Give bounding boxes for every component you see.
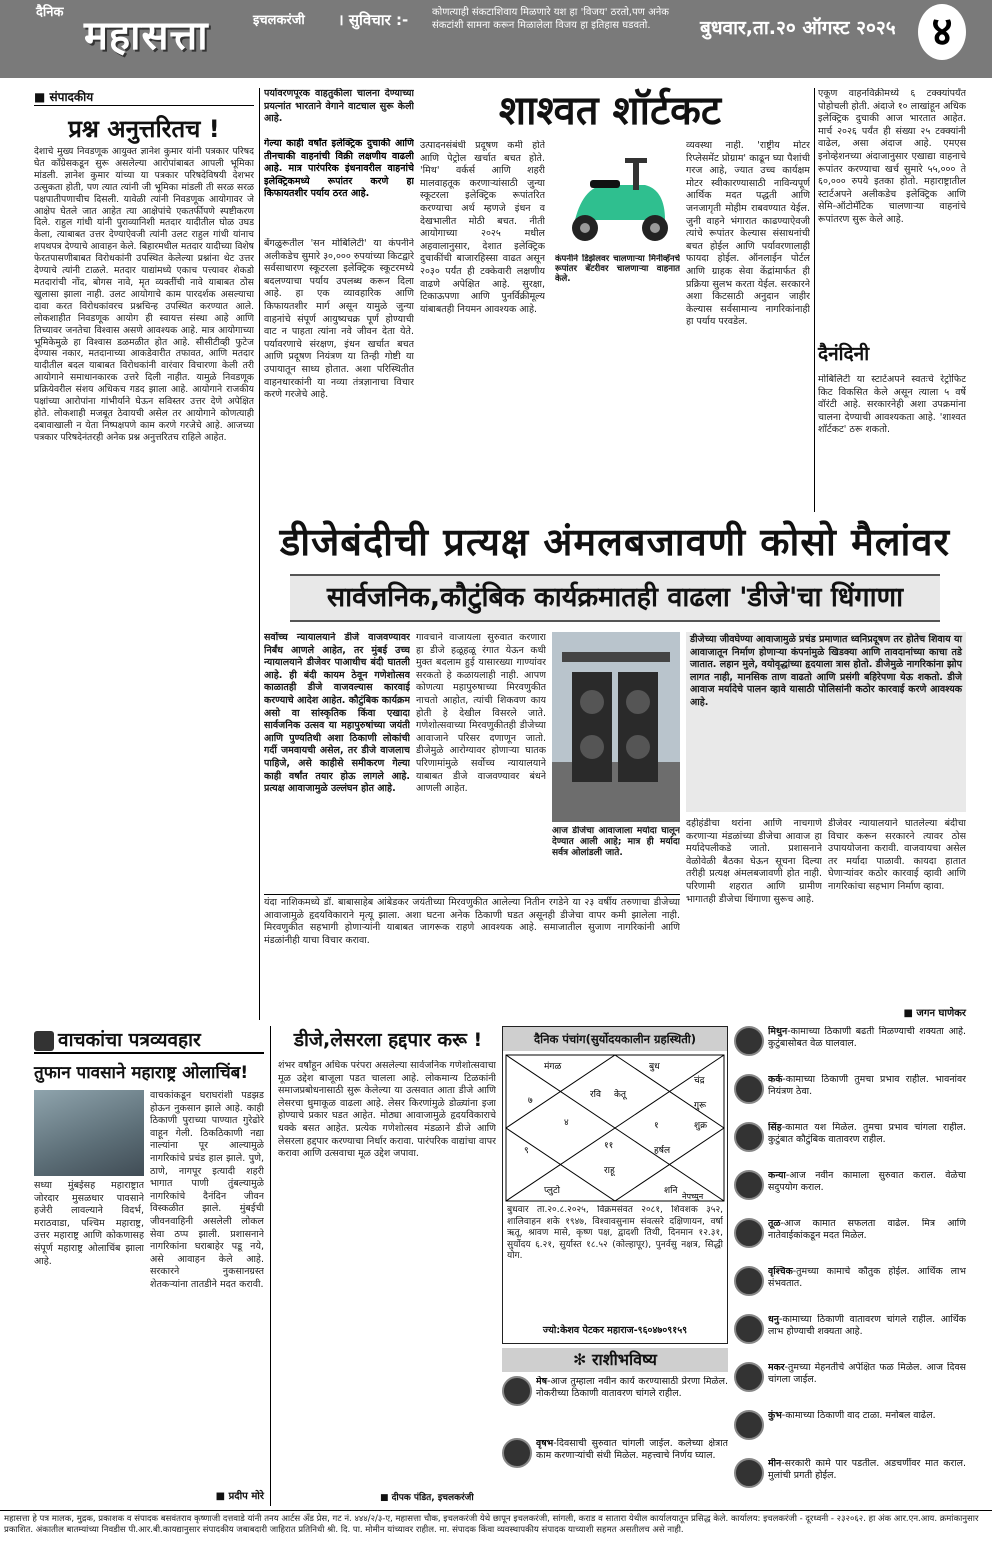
panchang-jyotish: ज्यो:केशव पेटकर महाराज-९६०४७०९१५९ bbox=[542, 1325, 688, 1336]
gemini-icon bbox=[734, 1026, 764, 1056]
planet-label: बुध bbox=[649, 1062, 660, 1072]
paper-name: महासत्ता bbox=[84, 13, 209, 59]
rashi-left bbox=[502, 1376, 728, 1506]
sagittarius-icon bbox=[734, 1314, 764, 1344]
dainandini-label: दैनंदिनी bbox=[818, 343, 870, 365]
rain-photo bbox=[34, 1090, 144, 1176]
rashi-text: दिवसाची सुरुवात चांगली जाईल. कलेच्या क्षेत्रात काम करणाऱ्यांची संधी मिळेल. महत्त्वाचे निर्णय घ्याल. bbox=[536, 1438, 728, 1462]
scorpio-icon bbox=[734, 1266, 764, 1296]
capricorn-icon bbox=[734, 1362, 764, 1392]
rashi-name: तूळ bbox=[768, 1218, 781, 1229]
virgo-icon bbox=[734, 1170, 764, 1200]
aquarius-icon bbox=[734, 1410, 764, 1440]
planet-label: नेपच्युन bbox=[682, 1192, 704, 1201]
letters-photo-caption: सध्या मुंबईसह महाराष्ट्रात जोरदार मुसळधार पावसाने हजेरी लावल्याने विदर्भ, मराठवाडा, पश्चिम महाराष्ट्र, उत्तर महाराष्ट्र आणि कोकणासह संपूर्ण महाराष्ट्र ओलाचिंब झाला आहे. bbox=[34, 1180, 144, 1267]
panchang-text: बुधवार ता.२०.८.२०२५, विक्रमसंवत २०८१, शिवशक ३५२, शालिवाहन शके १९४७, विश्वावसुनाम संवत्सरे दक्षिणायन, वर्षा ऋतू, श्रावण मासे, कृष्ण पक्ष, द्वादशी तिथी, दिनमान १२.३१, सुर्योदय ६.२१, सुर्यास्त १८.५२ (कोल्हापूर), पुनर्वसु नक्षत्र, सिद्धी योग. bbox=[507, 1205, 723, 1262]
pisces-icon bbox=[734, 1458, 764, 1488]
ev-body: बेंगळुरूतील 'सन मोबिलिटी' या कंपनीने अलीकडेच सुमारे ३०,००० रुपयांच्या किटद्वारे सर्वसाधारण स्कूटरला इलेक्ट्रिक स्कूटरमध्ये बदलण्याचा पर्याय उपलब्ध करून दिला आहे. हा एक व्यावहारिक आणि किफायतशीर मार्ग असून यामुळे जुन्या वाहनांचे संपूर्ण आयुष्यचक्र पूर्ण होण्याची वाट न पाहता त्यांना नवे जीवन देता येते. पर्यावरणाचे संरक्षण, इंधन खर्चात बचत आणि प्रदूषण नियंत्रण या तिन्ही गोष्टी या उपायातून साध्य होतात. अशा परिस्थितीत वाहनधारकांनी या नव्या तंत्रज्ञानाचा विचार करणे गरजेचे आहे. bbox=[264, 238, 414, 401]
editorial-title: प्रश्न अनुत्तरितच ! bbox=[68, 115, 220, 143]
planet-label: रवि bbox=[590, 1090, 602, 1100]
dj-col2: गावचाने वाजायला सुरुवात करणारा हा डीजे हळूहळू रंगात येऊन कधी मुक्त बदलाम हुई यासारख्या गाण्यांवर सरकतो हे कळायलाही नाही. आपण कोणत्या महापुरुषाच्या मिरवणुकीत नाचतो आहोत, त्यांची शिकवण काय होती हे देखील विसरले जाते. गणेशोत्सवाच्या मिरवणुकीतही डीजेच्या आवाजाने परिसर दणाणून जातो. डीजेमुळे आरोग्यावर होणाऱ्या घातक परिणामांमुळे सर्वोच्च न्यायालयाने याबाबत डीजे वाजवण्यावर बंधने आणली आहेत. bbox=[416, 632, 546, 795]
rashi-title-text: राशीभविष्य bbox=[592, 1350, 657, 1369]
pen-icon bbox=[34, 1031, 54, 1051]
planet-label: चंद्र bbox=[694, 1076, 705, 1086]
ev-highlight: गेल्या काही वर्षांत इलेक्ट्रिक दुचाकी आणि तीनचाकी वाहनांची विक्री लक्षणीय वाढली आहे. मात्र पारंपरिक इंधनावरील वाहनांचे इलेक्ट्रिकमध्ये रूपांतर करणे हा किफायतशीर पर्याय ठरत आहे. bbox=[264, 138, 414, 200]
leo-icon bbox=[734, 1122, 764, 1152]
rashi-item: मेष-आज तुम्हाला नवीन कार्य करण्यासाठी प्रेरणा मिळेल. नोकरीच्या ठिकाणी वातावरण चांगले राहील. bbox=[502, 1376, 728, 1438]
dj-col1: सर्वोच्च न्यायालयाने डीजे वाजवण्यावर निर्बंध आणले आहेत, तर मुंबई उच्च न्यायालयाने डीजेवर पाआधीच बंदी घातली आहे. ही बंदी कायम ठेवून गणेशोत्सव काळातही डीजे वाजवल्यास कारवाई करण्याचे आदेश आहेत. कौटुंबिक कार्यक्रम असो वा सांस्कृतिक किंवा एखादा सार्वजनिक उत्सव या महापुरुषांच्या जयंती आणि पुण्यतिथी अशा ठिकाणी लोकांची गर्दी जमवायची असेल, तर डीजे वाजलाच पाहिजे, असे काहीसे समीकरण गेल्या काही वर्षांत तयार होऊ लागले आहे. प्रत्यक्ष आवाजामुळे उल्लंघन होत आहे. bbox=[264, 632, 410, 795]
rashi-text: कामाच्या ठिकाणी वातावरण चांगले राहील. आर्थिक लाभ होण्याची शक्यता आहे. bbox=[768, 1314, 966, 1338]
dj-col3-bold: डीजेच्या जीवघेण्या आवाजामुळे प्रचंड प्रमाणात ध्वनिप्रदूषण तर होतेच शिवाय या आवाजातून निर्माण होणाऱ्या कंपनांमुळे खिडक्या आणि तावदानांच्या काचा तडे जातात. लहान मुले, वयोवृद्धांच्या हृदयाला त्रास होतो. डीजेमुळे नागरिकांना झोप लागत नाही, मानसिक ताण वाढतो आणि प्रसंगी बहिरेपणा येऊ शकतो. डीजे आवाज मर्यादेचे पालन व्हावे यासाठी पोलिसांनी कठोर कारवाई करणे आवश्यक आहे. bbox=[686, 632, 966, 812]
issue-date: बुधवार,ता.२० ऑगस्ट २०२५ bbox=[700, 17, 896, 39]
rashi-name: कन्या bbox=[768, 1170, 786, 1181]
dj-letter-byline: ■ दीपक पंडित, इचलकरंजी bbox=[380, 1493, 474, 1503]
dj-photo-block bbox=[552, 632, 680, 888]
planet-label: मंगळ bbox=[544, 1062, 562, 1072]
libra-icon bbox=[734, 1218, 764, 1248]
dj-letter-title: डीजे,लेसरला हद्दपार करू ! bbox=[293, 1029, 483, 1051]
ev-lead: पर्यावरणपूरक वाहतुकीला चालना देण्याच्या प्रयत्नांत भारताने वेगाने वाटचाल सुरू केली आहे. bbox=[264, 88, 414, 125]
feature-title: शाश्वत शॉर्टकट bbox=[498, 88, 722, 134]
feature-col3: एकूण वाहनविक्रीमध्ये ६ टक्क्यांपर्यंत पोहोचली होती. अंदाजे १० लाखांहून अधिक इलेक्ट्रिक दुचाकी आज भारतात आहेत. मार्च २०२६ पर्यंत ही संख्या २५ टक्क्यांनी वाढेल, असा अंदाज आहे. एमएस इनोव्हेशनच्या अंदाजानुसार एखाद्या वाहनाचे रूपांतर करण्याचा खर्च सुमारे ५५,००० ते ६०,००० रुपये इतका होतो. महाराष्ट्रातील स्टार्टअपने अलीकडेच इलेक्ट्रिक आणि सेमि-ऑटोमॅटिक चालणाऱ्या वाहनांचे रूपांतरण सुरू केले आहे. bbox=[818, 88, 966, 225]
rashi-text: कामाच्या ठिकाणी वाद टाळा. मनोबल वाढेल. bbox=[785, 1410, 936, 1421]
taurus-icon bbox=[502, 1438, 532, 1468]
aries-icon bbox=[502, 1376, 532, 1406]
rashi-text: आज नवीन कामाला सुरुवात कराल. वेळेचा सदुपयोग कराल. bbox=[768, 1170, 966, 1194]
letters-title: तुफान पावसाने महाराष्ट्र ओलाचिंब! bbox=[34, 1063, 249, 1083]
paper-prefix: दैनिक bbox=[36, 5, 64, 20]
suvichar-label: । सुविचार :- bbox=[338, 11, 409, 29]
rashi-name: वृषभ bbox=[536, 1438, 554, 1449]
dj-headline: डीजेबंदीची प्रत्यक्ष अंमलबजावणी कोसो मैलांवर bbox=[279, 520, 951, 564]
house-number: १ bbox=[654, 1121, 659, 1131]
house-number: ४ bbox=[564, 1118, 569, 1128]
rashi-name: धनु bbox=[768, 1314, 779, 1325]
rashi-text: तुमच्या मेहनतीचे अपेक्षित फळ मिळेल. आज दिवस चांगला जाईल. bbox=[768, 1362, 966, 1386]
rashi-name: कुंभ bbox=[768, 1410, 782, 1421]
dj-photo bbox=[552, 632, 680, 822]
planet-label: प्लुटो bbox=[544, 1186, 560, 1196]
dj-subhead: सार्वजनिक,कौटुंबिक कार्यक्रमातही वाढला 'डीजे'चा धिंगाणा bbox=[290, 574, 940, 622]
letters-body: वाचकांकडून घराघरांशी पडझड होऊन नुकसान झाले आहे. काही ठिकाणी पुराच्या पाण्यात गुरेढोरे वाहून गेली. ठिकठिकाणी नद्या नाल्यांना पूर आल्यामुळे नागरिकांचे प्रचंड हाल झाले. पुणे, ठाणे, नागपूर इत्यादी शहरी भागात पाणी तुंबल्यामुळे नागरिकांचे दैनंदिन जीवन विस्कळीत झाले. मुंबईची जीवनवाहिनी असलेली लोकल सेवा ठप्प झाली. प्रशासनाने नागरिकांना घराबाहेर पडू नये, असे आवाहन केले आहे. सरकारने नुकसानग्रस्त शेतकऱ्यांना तातडीने मदत करावी. bbox=[150, 1090, 264, 1290]
dj-bottom: यंदा नाशिकमध्ये डॉ. बाबासाहेब आंबेडकर जयंतीच्या मिरवणुकीत आलेल्या नितीन रगडेने या २३ वर्षीय तरुणाचा डीजेच्या आवाजामुळे हृदयविकाराने मृत्यू झाला. अशा घटना अनेक ठिकाणी घडत असूनही डीजेचा वापर कमी झालेला नाही. मिरवणुकीत सहभागी होणाऱ्यांनी याबाबत जागरूक राहणे आवश्यक आहे. समाजातील सुजाण नागरिकांनी आणि मंडळांनीही याचा विचार करावा. bbox=[264, 894, 680, 1020]
suvichar-text: कोणत्याही संकटाशिवाय मिळणारे यश हा 'विजय' ठरतो,पण अनेक संकटांशी सामना करून मिळालेला विजय हा इतिहास घडवतो. bbox=[432, 7, 669, 31]
feature-col1b bbox=[555, 295, 680, 512]
house-number: ७ bbox=[528, 1096, 533, 1106]
masthead bbox=[0, 0, 992, 78]
dj-byline: ■ जगन घाणेकर bbox=[903, 1008, 966, 1019]
house-number: ११ bbox=[604, 1141, 614, 1151]
rashi-name: मीन bbox=[768, 1458, 782, 1469]
editorial-column bbox=[34, 88, 254, 1020]
city-name: इचलकरंजी bbox=[253, 13, 305, 28]
rashi-text: कामात यश मिळेल. तुमचा प्रभाव चांगला राहील. कुटुंबात कौटुंबिक वातावरण राहील. bbox=[768, 1122, 966, 1146]
dj-byline-text: जगन घाणेकर bbox=[916, 1008, 966, 1019]
planet-label: शनि bbox=[664, 1186, 678, 1196]
letters-section bbox=[34, 1026, 264, 1054]
rashi-item: वृषभ-दिवसाची सुरुवात चांगली जाईल. कलेच्या क्षेत्रात काम करणाऱ्यांची संधी मिळेल. महत्त्वाचे निर्णय घ्याल. bbox=[502, 1438, 728, 1500]
rashi-text: सरकारी कामे पार पडतील. अडचणींवर मात कराल. मुलांची प्रगती होईल. bbox=[768, 1458, 966, 1482]
rashi-text: आज तुम्हाला नवीन कार्य करण्यासाठी प्रेरणा मिळेल. नोकरीच्या ठिकाणी वातावरण चांगले राहील. bbox=[536, 1376, 728, 1400]
rashi-name: मेष bbox=[536, 1376, 548, 1387]
house-number: ९ bbox=[524, 1146, 529, 1156]
dj-letter-byline-text: दीपक पंडित, इचलकरंजी bbox=[391, 1493, 474, 1503]
panchang-title: दैनिक पंचांग(सुर्योदयकालीन ग्रहस्थिती) bbox=[503, 1027, 727, 1051]
rashi-name: वृश्चिक bbox=[768, 1266, 793, 1277]
panchang-box bbox=[502, 1026, 728, 1344]
editorial-label-text: संपादकीय bbox=[49, 90, 94, 104]
rashi-name: कर्क bbox=[768, 1074, 783, 1085]
rashi-text: तुमच्या कामाचे कौतुक होईल. आर्थिक लाभ संभवतात. bbox=[768, 1266, 966, 1290]
feature-image-caption: कंपनीने डिझेलवर चालणाऱ्या मिनीव्हॅनचे रूपांतर बॅटरीवर चालणाऱ्या वाहनात केले. bbox=[555, 254, 680, 284]
dj-photo-caption: आज डीजेचा आवाजाला मर्यादा घालून देण्यात आली आहे; मात्र ही मर्यादा सर्वत्र ओलांडली जाते. bbox=[552, 826, 680, 858]
dj-col3: दहीहंडीचा थरांना आणि नाचगाणे करणाऱ्या मंडळांच्या डीजेचा आवाज हा मर्यादेपलीकडे जातो. प्रशासनाने वेळोवेळी बैठका घेऊन सूचना दिल्या तरीही प्रत्यक्ष अंमलबजावणी होत नाही. परिणामी शहरात आणि ग्रामीण भागातही डीजेचा धिंगाणा सुरूच आहे. bbox=[686, 818, 822, 905]
column-divider bbox=[270, 1026, 271, 1506]
column-divider bbox=[259, 88, 260, 1020]
editorial-body: देशाचे मुख्य निवडणूक आयुक्त ज्ञानेश कुमार यांनी पत्रकार परिषद घेत काँग्रेसकडून सुरू असलेल्या आरोपांबाबत आपली भूमिका मांडली. ज्ञानेश कुमार यांच्या या पत्रकार परिषदेविषयी देशभर उत्सुकता होती, पण त्यात त्यांनी जी भूमिका मांडली ती सरळ सरळ पक्षपातीपणाचीच दिसली. यावेळी त्यांनी निवडणूक आयोगावर जे आक्षेप घेतले जात आहेत त्या आक्षेपांचे एकतर्फीपणे स्पष्टीकरण दिले. राहुल गांधी यांनी पुराव्यानिशी मतदार यादीतील घोळ उघड केला, त्याबाबत उत्तर देण्याऐवजी त्यांनी उलट राहुल गांधी यांनाच शपथपत्र देण्याचे आवाहन केले. बिहारमधील मतदार यादीच्या विशेष फेरतपासणीबाबत विरोधकांनी उपस्थित केलेल्या प्रश्नांना थेट उत्तर देण्याचे त्यांनी टाळले. मतदार याद्यांमध्ये एकाच पत्त्यावर शेकडो मतदारांची नोंद, बोगस नावे, मृत व्यक्तींची नावे याबाबत ठोस खुलासा झाला नाही. उलट आयोगाचे काम पारदर्शक असल्याचा दावा करत विरोधकांवरच प्रश्नचिन्ह उपस्थित करण्यात आले. लोकशाहीत निवडणूक आयोग ही स्वायत्त संस्था आहे आणि तिच्यावर जनतेचा विश्वास असणे आवश्यक आहे. मात्र आयोगाच्या भूमिकेमुळे हा विश्वास डळमळीत होत आहे. सीसीटीव्ही फुटेज देण्यास नकार, मतदानाच्या आकडेवारीत तफावत, आणि मतदार यादीतील बदल याबाबत विरोधकांनी वारंवार विचारणा केली तरी आयोगाने समाधानकारक उत्तरे दिली नाहीत. यामुळे निवडणूक प्रक्रियेवरील संशय अधिकच गडद झाला आहे. आयोगाने राजकीय पक्षांच्या आरोपांना गांभीर्याने घेऊन सविस्तर उत्तर देणे अपेक्षित होते. लोकशाही मजबूत ठेवायची असेल तर आयोगाने कोणत्याही दबावाखाली न येता निष्पक्षपणे काम करणे गरजेचे आहे. आजच्या पत्रकार परिषदेनंतरही अनेक प्रश्न अनुत्तरितच राहिले आहेत. bbox=[34, 146, 254, 443]
ev-box bbox=[264, 88, 414, 512]
letters-byline: ■ प्रदीप मोरे bbox=[215, 1491, 264, 1502]
scooter-icon bbox=[555, 140, 680, 250]
cancer-icon bbox=[734, 1074, 764, 1104]
feature-col4: मोबिलिटी या स्टार्टअपने स्वतःचे रेट्रोफिट किट विकसित केले असून त्याला ५ वर्षे वॉरंटी आहे. सरकारनेही अशा उपक्रमांना चालना देण्याची आवश्यकता आहे. 'शाश्वत शॉर्टकट' ठरू शकतो. bbox=[818, 374, 966, 436]
rashi-title: ✻ राशीभविष्य bbox=[502, 1348, 728, 1372]
rashi-right: मिथुन-कामाच्या ठिकाणी बढती मिळण्याची शक्यता आहे. कुटुंबासोबत वेळ घालवाल. कर्क-कामाच्या ठिकाणी तुमचा प्रभाव राहील. भावनांवर नियंत्रण ठेवा. सिंह-कामात यश मिळेल. तुमचा प्रभाव चांगला राहील. कुटुंबात कौटुंबिक वातावरण राहील. कन्या-आज नवीन कामाला सुरुवात कराल. वेळेचा सदुपयोग कराल. तूळ-आज कामात सफलता वाढेल. मित्र आणि नातेवाईकांकडून मदत मिळेल. वृश्चिक-तुमच्या कामाचे कौतुक होईल. आर्थिक लाभ संभवतात. धनु-कामाच्या ठिकाणी वातावरण चांगले राहील. आर्थिक लाभ होण्याची शक्यता आहे. मकर-तुमच्या मेहनतीचे अपेक्षित फळ मिळेल. आज दिवस चांगला जाईल. कुंभ-कामाच्या ठिकाणी वाद टाळा. मनोबल वाढेल. मीन-सरकारी कामे पार पडतील. अडचणींवर मात कराल. मुलांची प्रगती होईल. bbox=[734, 1026, 966, 1506]
scooter-image bbox=[555, 140, 680, 290]
rashi-name: सिंह bbox=[768, 1122, 782, 1133]
imprint-footer: महासत्ता हे पत्र मालक, मुद्रक, प्रकाशक व संपादक बसवंतराव कृष्णाजी दत्तवाडे यांनी तनय आर्टस अँड प्रेस, गट नं. ४४४/२/३-ए, महासत्ता चौक, इचलकरंजी येथे छापून इचलकरंजी, सांगली, कराड व सातारा येथील कार्यालयातून प्रसिद्ध केले. कार्यालय: इचलकरंजी - दूरध्वनी - २३२०६२. हा अंक आर.एन.आय. क्रमांकानुसार प्रकाशित. अंकातील बातम्यांच्या निवडीस पी.आर.बी.कायद्यानुसार संपादकीय जबाबदारी जाहिरात प्रतिनिधी श्री. दि. पा. मोमीन यांच्यावर राहील. मा. संपादक किंवा व्यवस्थापकीय संपादक याच्याशी सहमत असतीलच असे नाही. bbox=[0, 1510, 992, 1545]
planet-label: हर्षल bbox=[654, 1146, 671, 1156]
planet-label: गुरू bbox=[694, 1101, 707, 1111]
rashi-name: मिथुन bbox=[768, 1026, 788, 1037]
planet-label: केतू bbox=[614, 1090, 627, 1100]
feature-col1: उत्पादनसंबंधी प्रदूषण कमी होते आणि पेट्रोल खर्चात बचत होते. 'मिथ' वर्कर्स आणि शहरी मालवाहतूक करणाऱ्यांसाठी जुन्या स्कूटरला इलेक्ट्रिक रूपांतरित करण्याचा अर्थ म्हणजे इंधन व देखभालीत मोठी बचत. नीती आयोगाच्या २०२५ मधील अहवालानुसार, देशात इलेक्ट्रिक दुचाकींची बाजारहिस्सा वाढत असून २०३० पर्यंत ही टक्केवारी लक्षणीय वाढणे अपेक्षित आहे. सुरक्षा, टिकाऊपणा आणि पुनर्विक्रीमूल्य यांबाबतही नियमन आवश्यक आहे. bbox=[420, 140, 545, 315]
dj-col4: डीजेवर न्यायालयाने घातलेल्या बंदीचा विचार करून सरकारने त्यावर ठोस उपाययोजना करावी. वाजवायचा असेल तर मर्यादा पाळावी. कायदा हातात घेणाऱ्यांवर कठोर कारवाई व्हावी आणि नागरिकांचा सहभाग निर्माण व्हावा. bbox=[828, 818, 966, 892]
page-number: ४ bbox=[918, 4, 966, 60]
editorial-label: ■ संपादकीय bbox=[34, 88, 254, 106]
letters-section-text: वाचकांचा पत्रव्यवहार bbox=[58, 1029, 201, 1051]
letters-byline-text: प्रदीप मोरे bbox=[228, 1491, 264, 1502]
rashi-text: आज कामात सफलता वाढेल. मित्र आणि नातेवाईकांकडून मदत मिळेल. bbox=[768, 1218, 966, 1242]
planet-label: राहू bbox=[604, 1166, 615, 1176]
dj-letter-body: शंभर वर्षांहून अधिक परंपरा असलेल्या सार्वजनिक गणेशोत्सवाचा मूळ उद्देश बाजूला पडत चालला आहे. लोकमान्य टिळकांनी समाजप्रबोधनासाठी सुरू केलेल्या या उत्सवात आता डीजे आणि लेसरचा धुमाकूळ वाढला आहे. लेसर किरणांमुळे डोळ्यांना इजा होण्याचे प्रकार घडत आहेत. मोठ्या आवाजामुळे हृदयविकाराचे धक्के बसत आहेत. प्रत्येक गणेशोत्सव मंडळाने डीजे आणि लेसरला हद्दपार करण्याचा निर्धार करावा. पारंपरिक वाद्यांचा वापर करावा आणि उत्सवाचा मूळ उद्देश जपावा. bbox=[278, 1060, 496, 1160]
rashi-text: कामाच्या ठिकाणी बढती मिळण्याची शक्यता आहे. कुटुंबासोबत वेळ घालवाल. bbox=[768, 1026, 966, 1050]
kundali-chart bbox=[504, 1053, 726, 1203]
planet-label: शुक्र bbox=[694, 1121, 708, 1131]
rashi-text: कामाच्या ठिकाणी तुमचा प्रभाव राहील. भावनांवर नियंत्रण ठेवा. bbox=[768, 1074, 966, 1098]
feature-col2: व्यवस्था नाही. 'राष्ट्रीय मोटर रिप्लेसमेंट प्रोग्राम' काढून घ्या पैशांची गरज आहे, ज्यात उच्च कार्यक्षम मोटर स्वीकारण्यासाठी नाविन्यपूर्ण आर्थिक मदत पद्धती आणि जनजागृती मोहीम राबवण्यात येईल. जुनी वाहने भंगारात काढण्याऐवजी त्यांचे रूपांतर केल्यास संसाधनांची बचत होईल आणि पर्यावरणालाही फायदा होईल. ऑनलाईन पोर्टल आणि ग्राहक सेवा केंद्रांमार्फत ही प्रक्रिया सुलभ करता येईल. सरकारने अशा किटसाठी अनुदान जाहीर केल्यास सर्वसामान्य नागरिकांनाही हा पर्याय परवडेल. bbox=[686, 140, 810, 328]
rashi-name: मकर bbox=[768, 1362, 785, 1373]
column-divider bbox=[814, 88, 815, 512]
